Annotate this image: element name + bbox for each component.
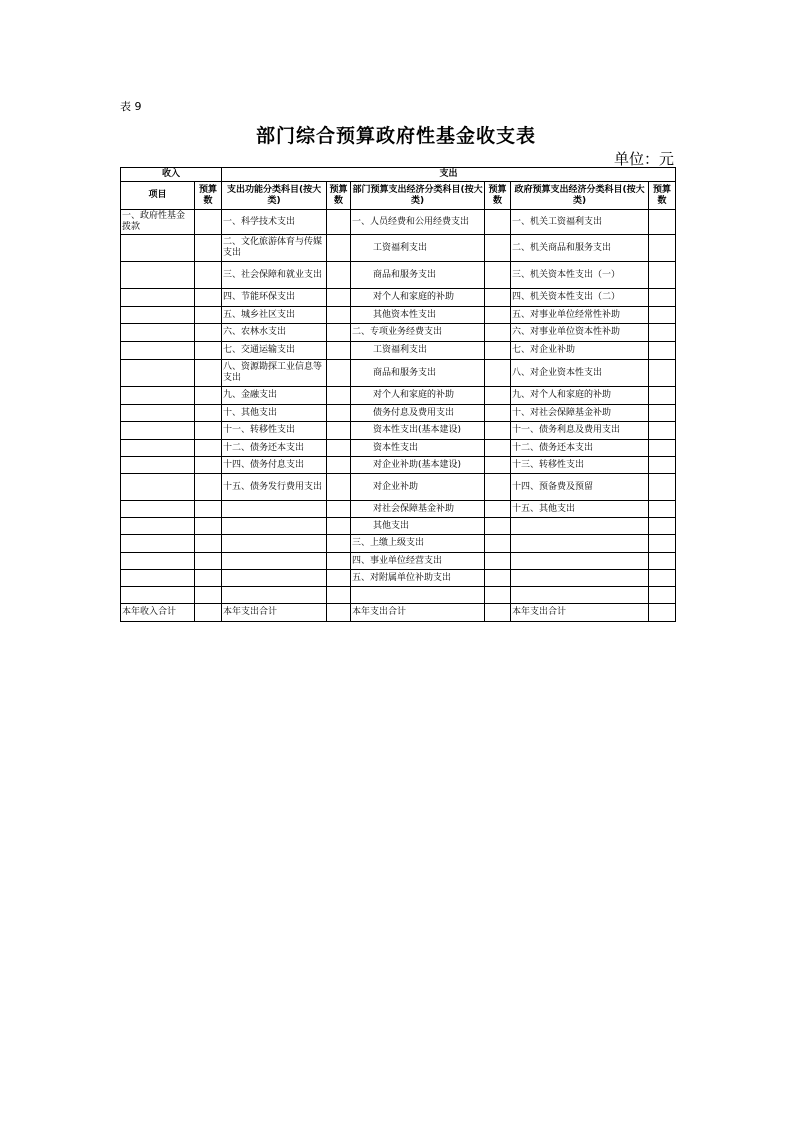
gov-econ-item-cell <box>511 587 649 604</box>
income-item-cell <box>121 387 195 405</box>
table-row <box>121 535 676 553</box>
dept-econ-item-budget-cell <box>485 422 511 440</box>
dept-econ-item-budget-cell <box>485 457 511 474</box>
dept-econ-item-budget-cell <box>485 360 511 387</box>
func-item-cell: 十五、债务发行费用支出 <box>222 474 327 501</box>
func-item-budget-cell <box>327 474 351 501</box>
gov-budget-header: 预算数 <box>649 182 676 210</box>
income-item-cell <box>121 262 195 289</box>
income-item-cell <box>121 587 195 604</box>
dept-econ-item-cell: 对企业补助(基本建设) <box>351 457 485 474</box>
dept-econ-item-cell: 对个人和家庭的补助 <box>351 387 485 405</box>
dept-econ-item-budget-cell <box>485 289 511 307</box>
gov-total-value <box>649 604 676 622</box>
income-item-budget-cell <box>195 289 222 307</box>
func-item-cell: 八、资源勘探工业信息等支出 <box>222 360 327 387</box>
income-item-cell <box>121 422 195 440</box>
gov-econ-item-cell <box>511 535 649 553</box>
totals-row <box>121 604 676 622</box>
table-row <box>121 360 676 387</box>
income-item-budget-cell <box>195 387 222 405</box>
dept-econ-item-cell <box>351 587 485 604</box>
gov-total-label: 本年支出合计 <box>511 604 649 622</box>
gov-econ-item-budget-cell <box>649 387 676 405</box>
table-row <box>121 235 676 262</box>
dept-econ-item-cell: 工资福利支出 <box>351 235 485 262</box>
func-item-budget-cell <box>327 324 351 342</box>
income-item-cell <box>121 440 195 457</box>
func-item-budget-cell <box>327 587 351 604</box>
table-row <box>121 289 676 307</box>
dept-econ-item-cell: 工资福利支出 <box>351 342 485 360</box>
income-item-budget-cell <box>195 422 222 440</box>
dept-econ-item-budget-cell <box>485 210 511 235</box>
expense-header: 支出 <box>222 168 676 182</box>
func-item-cell <box>222 535 327 553</box>
income-total-value <box>195 604 222 622</box>
table-row <box>121 457 676 474</box>
dept-econ-item-cell: 四、事业单位经营支出 <box>351 553 485 570</box>
dept-econ-item-cell: 二、专项业务经费支出 <box>351 324 485 342</box>
table-row <box>121 405 676 422</box>
func-item-budget-cell <box>327 342 351 360</box>
dept-budget-header: 预算数 <box>485 182 511 210</box>
dept-econ-item-budget-cell <box>485 570 511 587</box>
func-item-budget-cell <box>327 501 351 518</box>
dept-econ-item-budget-cell <box>485 405 511 422</box>
dept-econ-item-budget-cell <box>485 387 511 405</box>
income-item-cell <box>121 501 195 518</box>
dept-econ-item-budget-cell <box>485 440 511 457</box>
dept-econ-item-budget-cell <box>485 307 511 324</box>
func-item-cell <box>222 587 327 604</box>
income-item-budget-cell <box>195 457 222 474</box>
table-row <box>121 587 676 604</box>
gov-econ-item-budget-cell <box>649 405 676 422</box>
table-row <box>121 440 676 457</box>
income-item-cell <box>121 235 195 262</box>
table-row <box>121 307 676 324</box>
gov-econ-item-budget-cell <box>649 342 676 360</box>
income-item-budget-cell <box>195 570 222 587</box>
dept-econ-item-cell: 对社会保障基金补助 <box>351 501 485 518</box>
income-item-budget-cell <box>195 518 222 535</box>
dept-econ-item-cell: 对个人和家庭的补助 <box>351 289 485 307</box>
dept-econ-item-budget-cell <box>485 587 511 604</box>
func-item-cell: 七、交通运输支出 <box>222 342 327 360</box>
table-row <box>121 387 676 405</box>
gov-econ-item-budget-cell <box>649 570 676 587</box>
gov-econ-item-cell: 十二、债务还本支出 <box>511 440 649 457</box>
income-item-cell <box>121 405 195 422</box>
func-item-cell: 十、其他支出 <box>222 405 327 422</box>
budget-table <box>120 167 676 622</box>
item-header: 项目 <box>121 182 195 210</box>
func-item-cell <box>222 501 327 518</box>
gov-econ-item-budget-cell <box>649 210 676 235</box>
gov-econ-item-budget-cell <box>649 324 676 342</box>
table-row <box>121 518 676 535</box>
func-item-cell <box>222 518 327 535</box>
func-budget-header: 预算数 <box>327 182 351 210</box>
income-budget-header: 预算数 <box>195 182 222 210</box>
income-item-budget-cell <box>195 342 222 360</box>
func-item-budget-cell <box>327 307 351 324</box>
gov-econ-item-cell: 六、对事业单位资本性补助 <box>511 324 649 342</box>
income-item-cell <box>121 324 195 342</box>
income-item-cell <box>121 570 195 587</box>
gov-econ-item-cell: 七、对企业补助 <box>511 342 649 360</box>
income-item-cell <box>121 307 195 324</box>
table-row <box>121 342 676 360</box>
gov-econ-item-budget-cell <box>649 535 676 553</box>
gov-econ-item-cell: 九、对个人和家庭的补助 <box>511 387 649 405</box>
gov-econ-item-budget-cell <box>649 360 676 387</box>
header-row-group <box>121 168 676 182</box>
dept-econ-item-cell: 商品和服务支出 <box>351 360 485 387</box>
gov-econ-item-budget-cell <box>649 587 676 604</box>
dept-econ-item-budget-cell <box>485 518 511 535</box>
income-item-budget-cell <box>195 307 222 324</box>
table-row <box>121 474 676 501</box>
income-item-budget-cell <box>195 210 222 235</box>
gov-econ-item-cell: 二、机关商品和服务支出 <box>511 235 649 262</box>
func-item-budget-cell <box>327 422 351 440</box>
income-item-budget-cell <box>195 474 222 501</box>
gov-econ-item-budget-cell <box>649 553 676 570</box>
income-item-budget-cell <box>195 235 222 262</box>
income-item-cell <box>121 518 195 535</box>
dept-econ-item-budget-cell <box>485 553 511 570</box>
dept-econ-item-cell: 资本性支出(基本建设) <box>351 422 485 440</box>
gov-econ-item-cell: 十四、预备费及预留 <box>511 474 649 501</box>
gov-econ-item-budget-cell <box>649 307 676 324</box>
gov-econ-item-cell: 十三、转移性支出 <box>511 457 649 474</box>
income-item-budget-cell <box>195 535 222 553</box>
func-item-cell: 三、社会保障和就业支出 <box>222 262 327 289</box>
gov-econ-item-cell <box>511 570 649 587</box>
gov-econ-item-budget-cell <box>649 289 676 307</box>
dept-econ-item-budget-cell <box>485 324 511 342</box>
func-item-budget-cell <box>327 262 351 289</box>
gov-econ-item-budget-cell <box>649 501 676 518</box>
table-row <box>121 324 676 342</box>
dept-econ-item-budget-cell <box>485 235 511 262</box>
dept-total-label: 本年支出合计 <box>351 604 485 622</box>
dept-econ-item-cell: 其他资本性支出 <box>351 307 485 324</box>
gov-econ-item-budget-cell <box>649 518 676 535</box>
income-item-cell <box>121 360 195 387</box>
dept-econ-item-cell: 五、对附属单位补助支出 <box>351 570 485 587</box>
func-item-cell <box>222 553 327 570</box>
func-item-budget-cell <box>327 553 351 570</box>
table-row <box>121 553 676 570</box>
document-title: 部门综合预算政府性基金收支表 <box>255 125 536 147</box>
table-row <box>121 262 676 289</box>
header-row-columns <box>121 182 676 210</box>
func-item-cell: 十二、债务还本支出 <box>222 440 327 457</box>
func-item-cell: 二、文化旅游体育与传媒支出 <box>222 235 327 262</box>
income-item-cell <box>121 289 195 307</box>
dept-econ-item-budget-cell <box>485 535 511 553</box>
income-item-budget-cell <box>195 501 222 518</box>
func-total-label: 本年支出合计 <box>222 604 327 622</box>
func-item-budget-cell <box>327 210 351 235</box>
table-row <box>121 501 676 518</box>
func-item-budget-cell <box>327 405 351 422</box>
dept-econ-item-budget-cell <box>485 474 511 501</box>
table-row <box>121 422 676 440</box>
dept-econ-item-budget-cell <box>485 262 511 289</box>
func-item-cell: 六、农林水支出 <box>222 324 327 342</box>
dept-econ-header: 部门预算支出经济分类科目(按大类) <box>351 182 485 210</box>
income-item-cell <box>121 457 195 474</box>
page-label: 表 9 <box>120 100 142 113</box>
income-item-budget-cell <box>195 587 222 604</box>
func-item-budget-cell <box>327 360 351 387</box>
func-item-cell <box>222 570 327 587</box>
income-item-budget-cell <box>195 405 222 422</box>
dept-econ-item-cell: 三、上缴上级支出 <box>351 535 485 553</box>
func-item-cell: 十四、债务付息支出 <box>222 457 327 474</box>
income-item-budget-cell <box>195 553 222 570</box>
table-row <box>121 570 676 587</box>
gov-econ-item-cell: 十一、债务利息及费用支出 <box>511 422 649 440</box>
func-class-header: 支出功能分类科目(按大类) <box>222 182 327 210</box>
income-item-budget-cell <box>195 360 222 387</box>
income-item-budget-cell <box>195 440 222 457</box>
gov-econ-item-cell: 一、机关工资福利支出 <box>511 210 649 235</box>
func-total-value <box>327 604 351 622</box>
gov-econ-header: 政府预算支出经济分类科目(按大类) <box>511 182 649 210</box>
income-item-budget-cell <box>195 324 222 342</box>
income-item-cell <box>121 535 195 553</box>
income-item-budget-cell <box>195 262 222 289</box>
func-item-cell: 一、科学技术支出 <box>222 210 327 235</box>
dept-econ-item-cell: 商品和服务支出 <box>351 262 485 289</box>
table-row <box>121 210 676 235</box>
func-item-budget-cell <box>327 570 351 587</box>
func-item-cell: 九、金融支出 <box>222 387 327 405</box>
dept-total-value <box>485 604 511 622</box>
dept-econ-item-cell: 债务付息及费用支出 <box>351 405 485 422</box>
gov-econ-item-cell: 四、机关资本性支出（二） <box>511 289 649 307</box>
func-item-budget-cell <box>327 387 351 405</box>
dept-econ-item-budget-cell <box>485 501 511 518</box>
income-item-cell <box>121 553 195 570</box>
gov-econ-item-cell: 三、机关资本性支出（一） <box>511 262 649 289</box>
gov-econ-item-cell: 八、对企业资本性支出 <box>511 360 649 387</box>
gov-econ-item-cell <box>511 518 649 535</box>
dept-econ-item-cell: 其他支出 <box>351 518 485 535</box>
unit-label: 单位：元 <box>613 150 674 168</box>
gov-econ-item-budget-cell <box>649 235 676 262</box>
gov-econ-item-budget-cell <box>649 422 676 440</box>
dept-econ-item-cell: 资本性支出 <box>351 440 485 457</box>
func-item-budget-cell <box>327 440 351 457</box>
func-item-cell: 十一、转移性支出 <box>222 422 327 440</box>
func-item-budget-cell <box>327 518 351 535</box>
income-item-cell <box>121 474 195 501</box>
func-item-budget-cell <box>327 235 351 262</box>
income-total-label: 本年收入合计 <box>121 604 195 622</box>
income-item-cell <box>121 342 195 360</box>
gov-econ-item-budget-cell <box>649 474 676 501</box>
gov-econ-item-budget-cell <box>649 457 676 474</box>
table-body <box>121 210 676 604</box>
income-header: 收入 <box>121 168 222 182</box>
func-item-budget-cell <box>327 289 351 307</box>
gov-econ-item-cell: 十五、其他支出 <box>511 501 649 518</box>
gov-econ-item-cell: 十、对社会保障基金补助 <box>511 405 649 422</box>
gov-econ-item-cell <box>511 553 649 570</box>
func-item-cell: 四、节能环保支出 <box>222 289 327 307</box>
func-item-budget-cell <box>327 535 351 553</box>
func-item-budget-cell <box>327 457 351 474</box>
dept-econ-item-cell: 对企业补助 <box>351 474 485 501</box>
income-item-cell: 一、政府性基金拨款 <box>121 210 195 235</box>
gov-econ-item-budget-cell <box>649 262 676 289</box>
dept-econ-item-budget-cell <box>485 342 511 360</box>
gov-econ-item-budget-cell <box>649 440 676 457</box>
dept-econ-item-cell: 一、人员经费和公用经费支出 <box>351 210 485 235</box>
gov-econ-item-cell: 五、对事业单位经常性补助 <box>511 307 649 324</box>
func-item-cell: 五、城乡社区支出 <box>222 307 327 324</box>
